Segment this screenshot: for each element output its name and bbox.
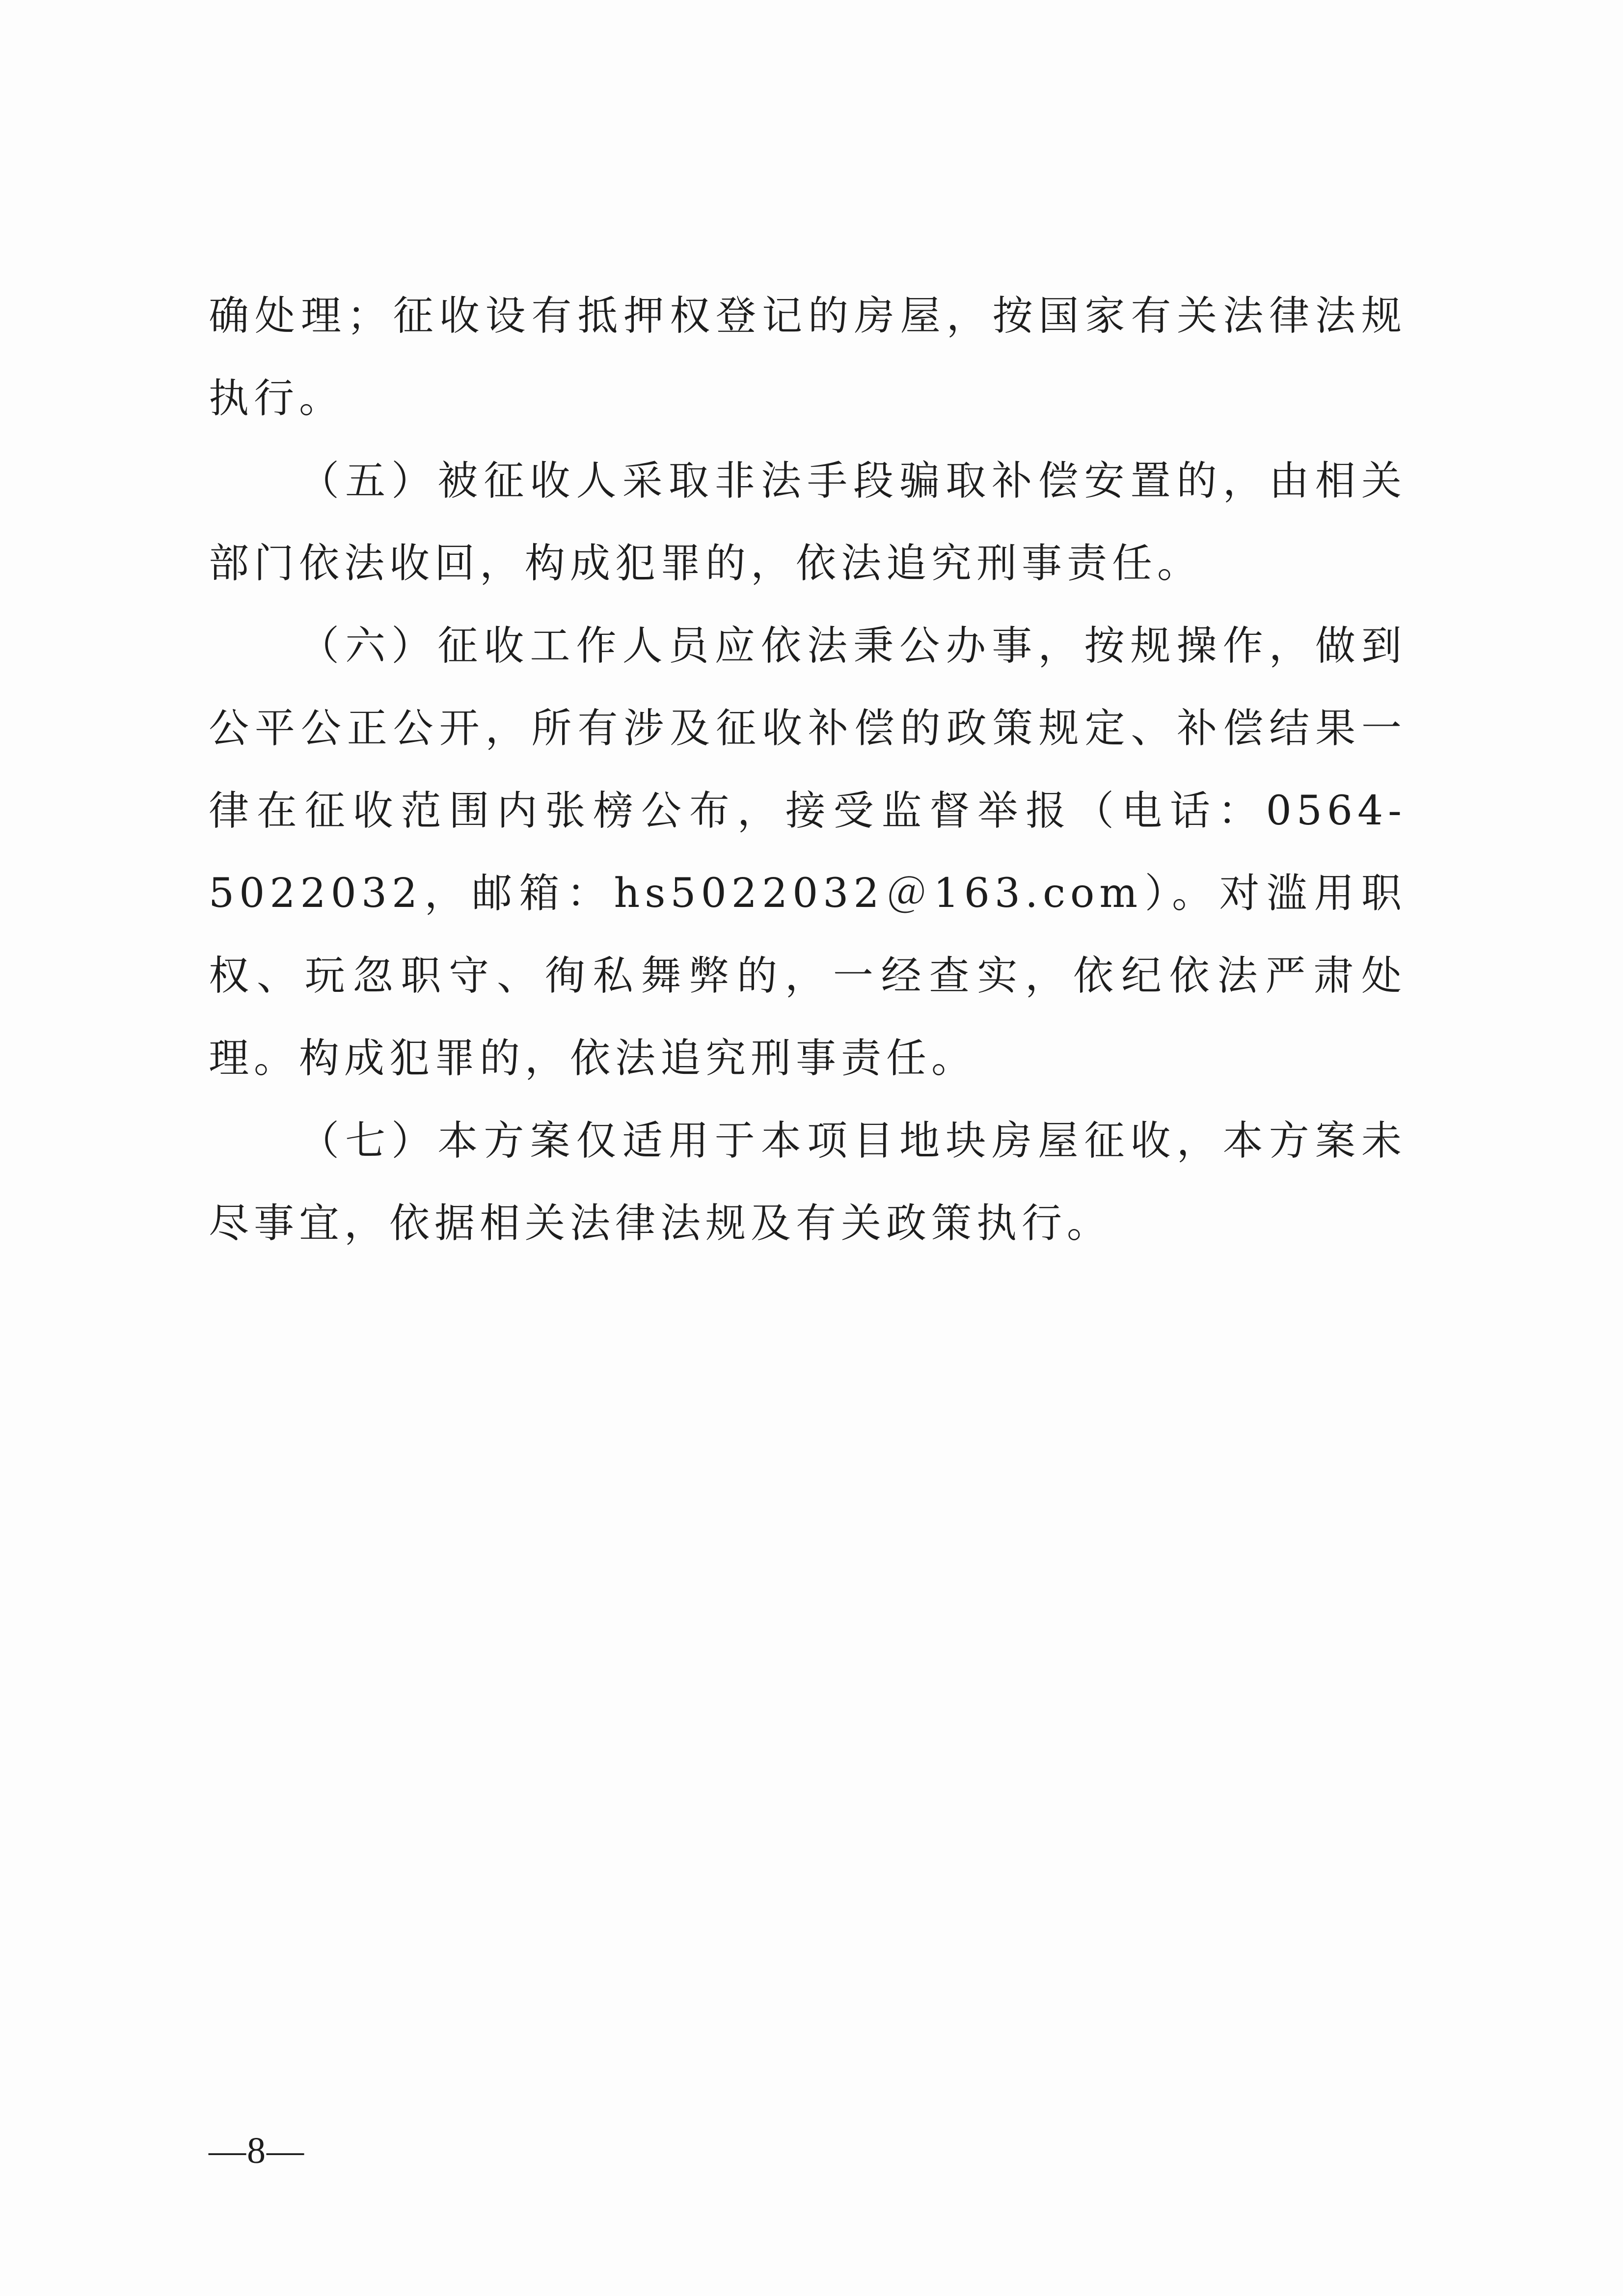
document-body xyxy=(209,275,1407,1265)
paragraph-continuation: 确处理；征收设有抵押权登记的房屋，按国家有关法律法规执行。 xyxy=(209,293,1407,422)
page-number: —8— xyxy=(209,2130,305,2171)
paragraph-item-6: （六）征收工作人员应依法秉公办事，按规操作，做到公平公正公开，所有涉及征收补偿的政策规定、补偿结果一律在征收范围内张榜公布，接受监督举报（电话：0564-5022032，邮箱：hs5022032＠163.com）。对滥用职权、玩忽职守、徇私舞弊的，一经查实，依纪依法严肃处理。构成犯罪的，依法追究刑事责任。 xyxy=(209,623,1407,1082)
paragraph-item-5: （五）被征收人采取非法手段骗取补偿安置的，由相关部门依法收回，构成犯罪的，依法追究刑事责任。 xyxy=(209,458,1407,587)
paragraph-item-7: （七）本方案仅适用于本项目地块房屋征收，本方案未尽事宜，依据相关法律法规及有关政策执行。 xyxy=(209,1118,1407,1247)
